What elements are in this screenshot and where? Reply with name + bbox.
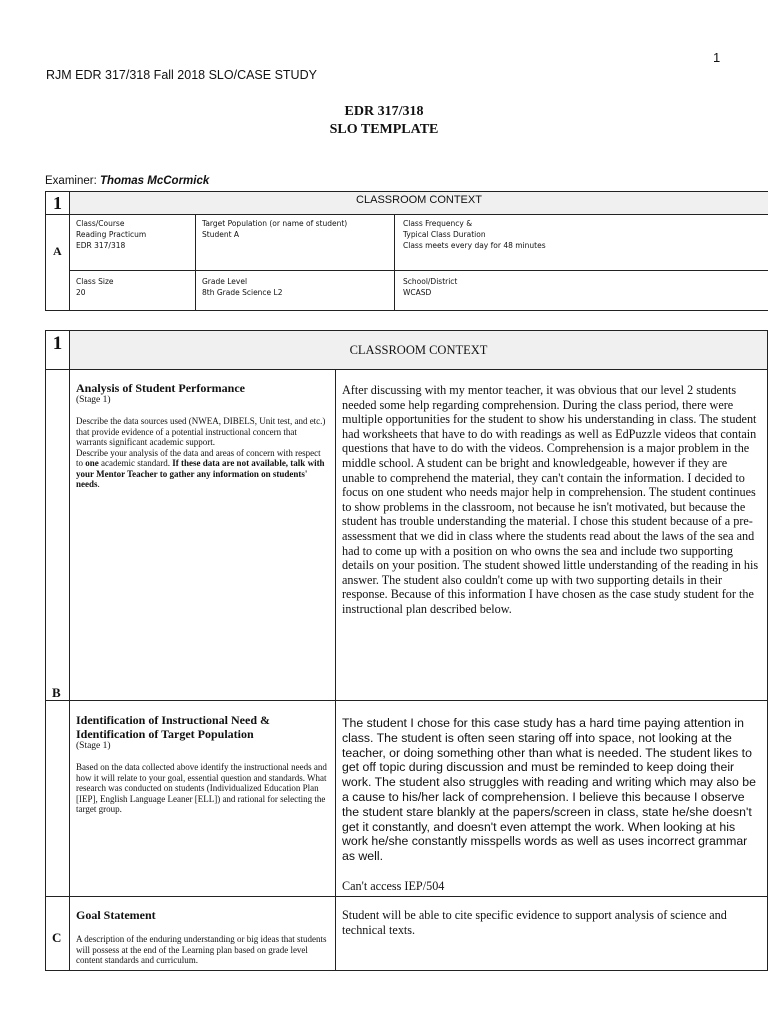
document-subtitle: SLO TEMPLATE [329, 122, 439, 137]
class-size-value: 20 [76, 288, 86, 297]
section-number: 1 [45, 191, 70, 215]
analysis-description-1: Describe the data sources used (NWEA, DIBELS, Unit test, and etc.) that provide evidence of a potential instructional concern that warrants significant academic support. [76, 416, 326, 447]
identification-title-2: Identification of Target Population [76, 727, 254, 741]
section-number: 1 [45, 330, 70, 370]
school-district-label: School/District [403, 277, 458, 286]
goal-title: Goal Statement [76, 908, 156, 922]
analysis-response: After discussing with my mentor teacher, it was obvious that our level 2 students needed some help regarding comprehension. During the class period, there were multiple opportunities for the student to show his understanding in class. The student had worksheets that have to do with readings as well as EdPuzzle videos that contain questions that have to do with the videos. Comprehension is a major problem in the middle school. A student can be bright and knowledgeable, however if they are unable to comprehend the material, they can't contain the information. I decided to focus on one student who needs major help in comprehension. The student continues to show problems in the classroom, not because he isn't motivated, but because the student has trouble understanding the material. I chose this student because of a pre-assessment that we did in class where the students read about the laws of the sea and had to come up with a position on who owns the sea and include two supporting details on your position. The student showed little understanding of the reading in his answer. The student also couldn't come up with two supporting details in their response. Because of this information I have chosen as the case study student for the instructional plan described below. [342, 383, 759, 616]
identification-description: Based on the data collected above identify the instructional needs and how it will relate to your goal, essential question and standards. What research was conducted on students (Individualized Education Plan [IEP], English Language Leaner [ELL]) and rational for selecting the target group. [76, 762, 327, 814]
row-b-continued [45, 700, 70, 897]
row-letter-a: A [45, 214, 70, 311]
class-course-value: EDR 317/318 [76, 241, 126, 250]
analysis-description [76, 416, 329, 490]
target-population-cell [195, 214, 395, 271]
row-letter-b: B [45, 369, 70, 701]
class-duration-label: Typical Class Duration [403, 230, 486, 239]
class-size-label: Class Size [76, 277, 114, 286]
table-heading: CLASSROOM CONTEXT [69, 330, 768, 370]
examiner-name: Thomas McCormick [99, 175, 210, 187]
analysis-description-2: Describe your analysis of the data and areas of concern with respect to one academic standard. If these data are not available, talk with your Mentor Teacher to gather any information on students' needs. [76, 447, 325, 489]
identification-prompt-cell [69, 700, 336, 897]
row-letter-c: C [45, 896, 70, 971]
identification-note: Can't access IEP/504 [342, 879, 445, 893]
table-heading: CLASSROOM CONTEXT [69, 191, 768, 215]
school-district-cell [394, 270, 768, 311]
page-number: 1 [713, 50, 721, 65]
goal-prompt-cell [69, 896, 336, 971]
class-size-cell [69, 270, 196, 311]
grade-level-cell [195, 270, 395, 311]
identification-title-1: Identification of Instructional Need & [76, 713, 270, 727]
class-course-label: Class/Course [76, 219, 125, 228]
goal-response-cell [335, 896, 768, 971]
grade-level-value: 8th Grade Science L2 [202, 288, 283, 297]
analysis-stage: (Stage 1) [76, 395, 111, 405]
analysis-title: Analysis of Student Performance [76, 381, 245, 395]
examiner-line [45, 175, 209, 187]
goal-description: A description of the enduring understanding or big ideas that students will possess at the end of the Learning plan based on grade level content standards and curriculum. [76, 934, 327, 965]
target-population-label: Target Population (or name of student) [202, 219, 348, 228]
class-frequency-label: Class Frequency & [403, 219, 473, 228]
running-header: RJM EDR 317/318 Fall 2018 SLO/CASE STUDY [46, 68, 317, 82]
school-district-value: WCASD [403, 288, 432, 297]
class-course-cell [69, 214, 196, 271]
document-title: EDR 317/318 [344, 104, 424, 119]
class-course-value: Reading Practicum [76, 230, 147, 239]
grade-level-label: Grade Level [202, 277, 248, 286]
identification-response: The student I chose for this case study has a hard time paying attention in class. The student is often seen staring off into space, not looking at the teacher, or doing something other than what is needed. The student likes to get off topic during discussion and must be reminded to keep doing their work. The student also struggles with reading and writing which may also be a cause to his/her lack of comprehension. I believe this because I observe the student stare blankly at the papers/screen in class, state he/she doesn't get it constantly, and doesn't even attempt the work. When looking at his work he/she constantly misspells words as well as uses incorrect grammar as well. [342, 716, 756, 864]
target-population-value: Student A [202, 230, 240, 239]
examiner-label: Examiner: [45, 175, 97, 187]
goal-response: Student will be able to cite specific evidence to support analysis of science and technical texts. [342, 908, 727, 937]
identification-stage: (Stage 1) [76, 741, 111, 751]
identification-response-cell [335, 700, 768, 897]
class-frequency-cell [394, 214, 768, 271]
class-frequency-value: Class meets every day for 48 minutes [403, 241, 546, 250]
analysis-response-cell [335, 369, 768, 701]
analysis-prompt-cell [69, 369, 336, 701]
